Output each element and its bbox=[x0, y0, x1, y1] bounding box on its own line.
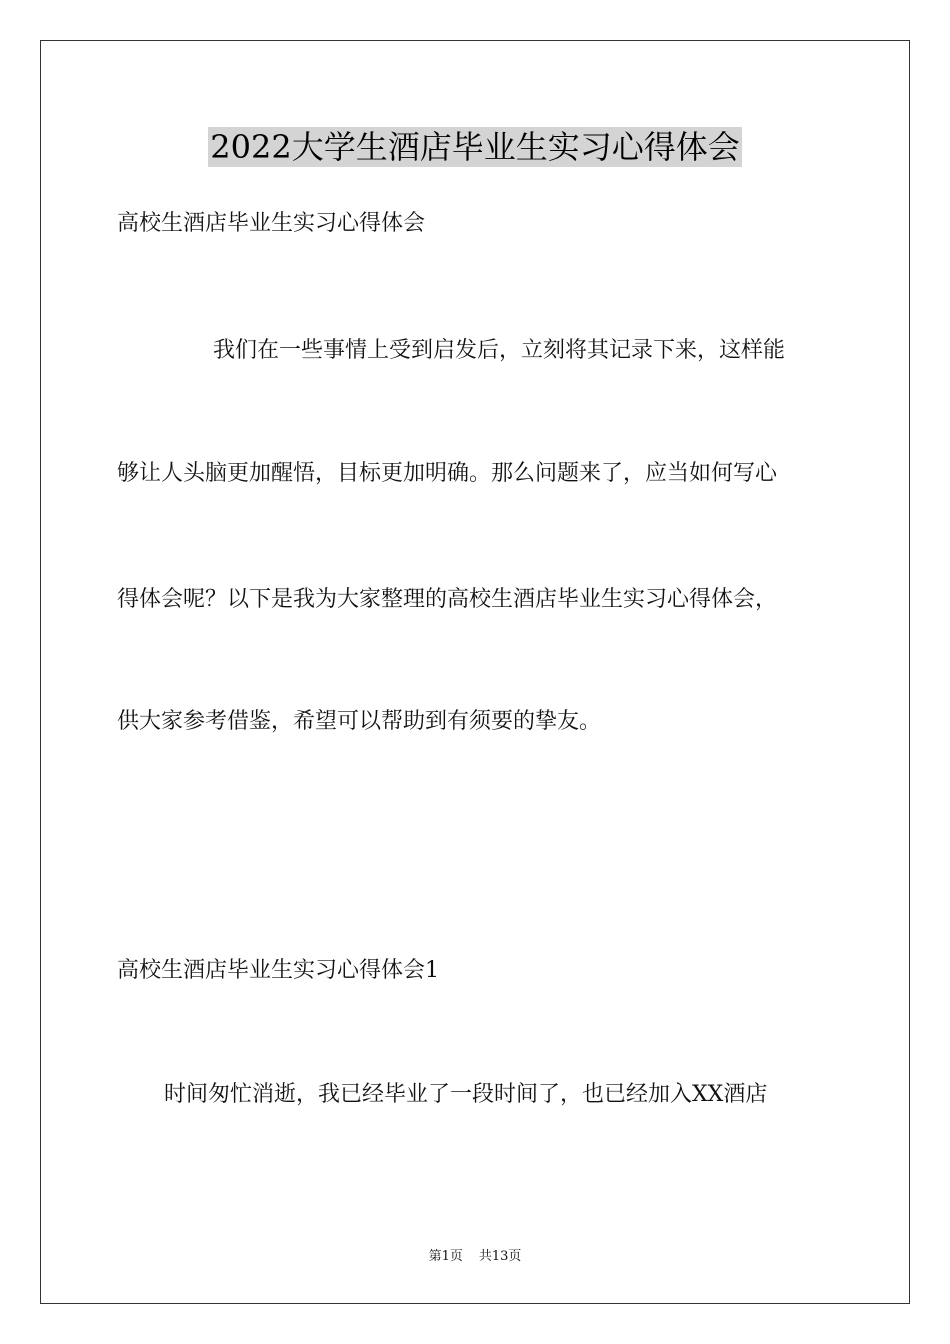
page-total: 共13页 bbox=[478, 1249, 522, 1264]
intro-line-4: 供大家参考借鉴，希望可以帮助到有须要的挚友。 bbox=[117, 709, 602, 734]
intro-line-2: 够让人头脑更加醒悟，目标更加明确。那么问题来了，应当如何写心 bbox=[117, 461, 778, 486]
section-heading: 高校生酒店毕业生实习心得体会1 bbox=[117, 958, 439, 983]
page-footer bbox=[0, 1248, 950, 1266]
section-line-1: 时间匆忙消逝，我已经毕业了一段时间了，也已经加入XX酒店 bbox=[164, 1082, 768, 1107]
intro-line-3: 得体会呢？以下是我为大家整理的高校生酒店毕业生实习心得体会， bbox=[117, 587, 778, 612]
document-title: 2022大学生酒店毕业生实习心得体会 bbox=[210, 128, 740, 166]
intro-line-1: 我们在一些事情上受到启发后，立刻将其记录下来，这样能 bbox=[213, 338, 786, 363]
page-number: 第1页 bbox=[428, 1249, 463, 1264]
title-container bbox=[0, 127, 950, 167]
document-subtitle: 高校生酒店毕业生实习心得体会 bbox=[117, 211, 426, 236]
